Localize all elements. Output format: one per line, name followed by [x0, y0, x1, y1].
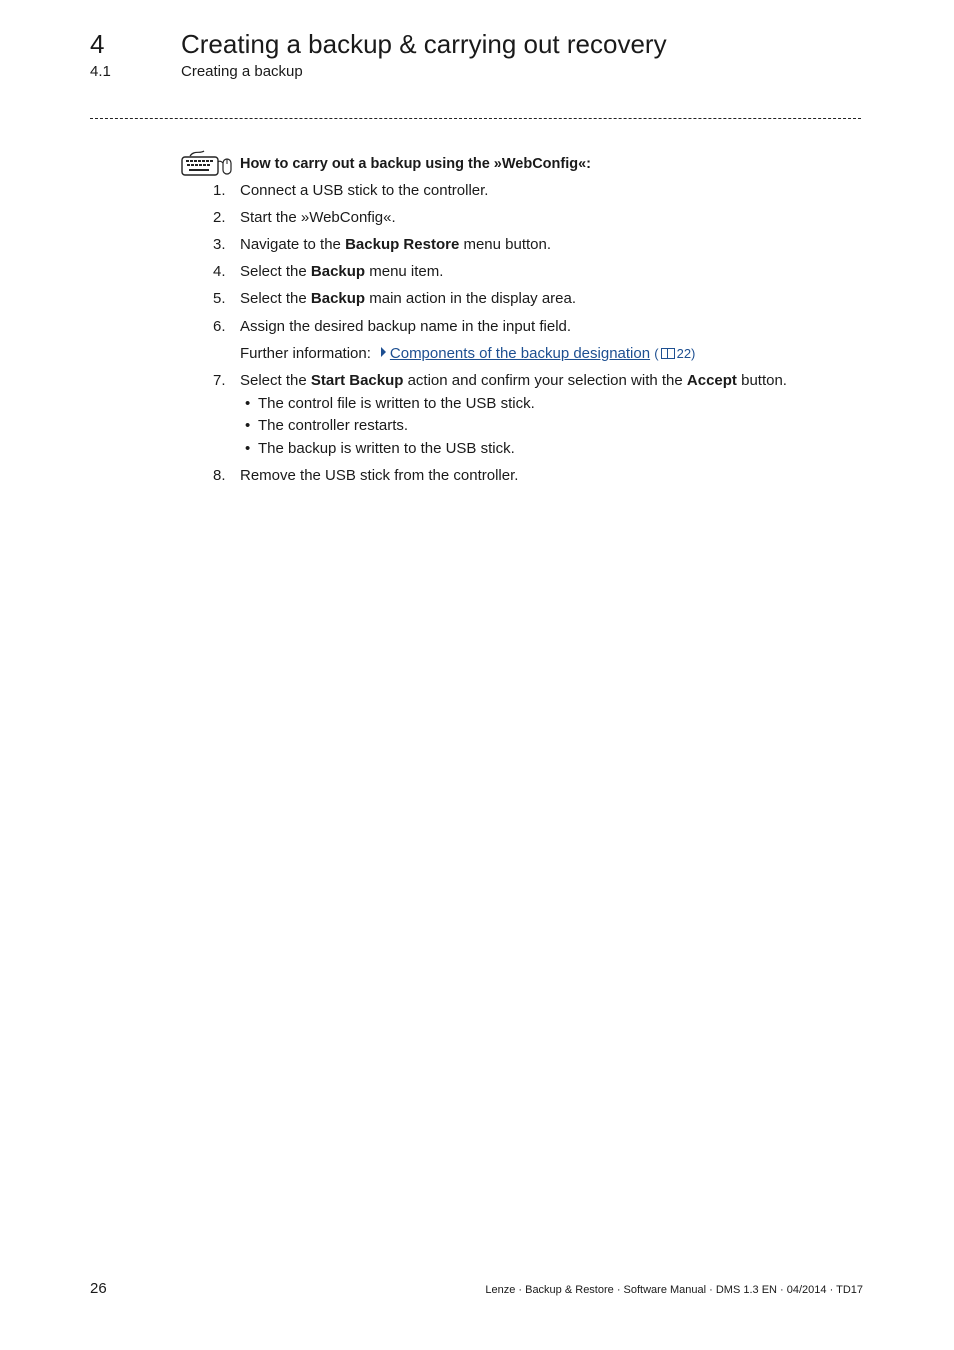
further-information — [240, 344, 695, 364]
bullet-marker: • — [245, 395, 251, 412]
document-info: Lenze · Backup & Restore · Software Manual · DMS 1.3 EN · 04/2014 · TD17 — [485, 1284, 863, 1296]
bullet-marker: • — [245, 417, 251, 434]
backup-designation-link[interactable]: Components of the backup designation — [389, 345, 651, 362]
step-7-text: Select the Start Backup action and confirm your selection with the Accept button. — [240, 372, 787, 389]
step-2-text: Start the »WebConfig«. — [240, 209, 396, 226]
page-number: 26 — [90, 1280, 107, 1297]
step-4-bold: Backup — [310, 263, 366, 280]
step-5-bold: Backup — [310, 290, 366, 307]
step-8-text: Remove the USB stick from the controller. — [240, 467, 519, 484]
step-6-number: 6. — [213, 318, 226, 335]
step-3-number: 3. — [213, 236, 226, 253]
bullet-marker: • — [245, 440, 251, 457]
step-3-text: Navigate to the Backup Restore menu button. — [240, 236, 552, 253]
step-7-bold-button: Accept — [686, 372, 737, 389]
page-reference[interactable]: ( 22) — [654, 346, 696, 361]
step-4-text: Select the Backup menu item. — [240, 263, 444, 280]
bullet-item: The controller restarts. — [258, 417, 409, 434]
section-number: 4.1 — [90, 63, 111, 80]
bullet-item: The control file is written to the USB stick. — [258, 395, 535, 412]
chapter-number: 4 — [90, 29, 105, 59]
step-7-number: 7. — [213, 372, 226, 389]
procedure-heading: How to carry out a backup using the »WebConfig«: — [240, 156, 591, 172]
header-divider — [90, 118, 861, 119]
step-6-text: Assign the desired backup name in the input field. — [240, 318, 572, 335]
step-1-text: Connect a USB stick to the controller. — [240, 182, 489, 199]
step-1-number: 1. — [213, 182, 226, 199]
further-information-label: Further information: — [240, 345, 371, 362]
step-5-text: Select the Backup main action in the display area. — [240, 290, 577, 307]
step-2-number: 2. — [213, 209, 226, 226]
step-3-bold: Backup Restore — [345, 236, 460, 253]
bullet-item: The backup is written to the USB stick. — [258, 440, 515, 457]
chapter-title: Creating a backup & carrying out recovery — [181, 29, 667, 59]
book-icon — [661, 348, 675, 359]
step-7-bold-action: Start Backup — [310, 372, 404, 389]
link-arrow-icon — [381, 347, 386, 357]
keyboard-mouse-icon — [180, 148, 234, 178]
step-4-number: 4. — [213, 263, 226, 280]
step-8-number: 8. — [213, 467, 226, 484]
section-title: Creating a backup — [181, 63, 303, 80]
step-5-number: 5. — [213, 290, 226, 307]
